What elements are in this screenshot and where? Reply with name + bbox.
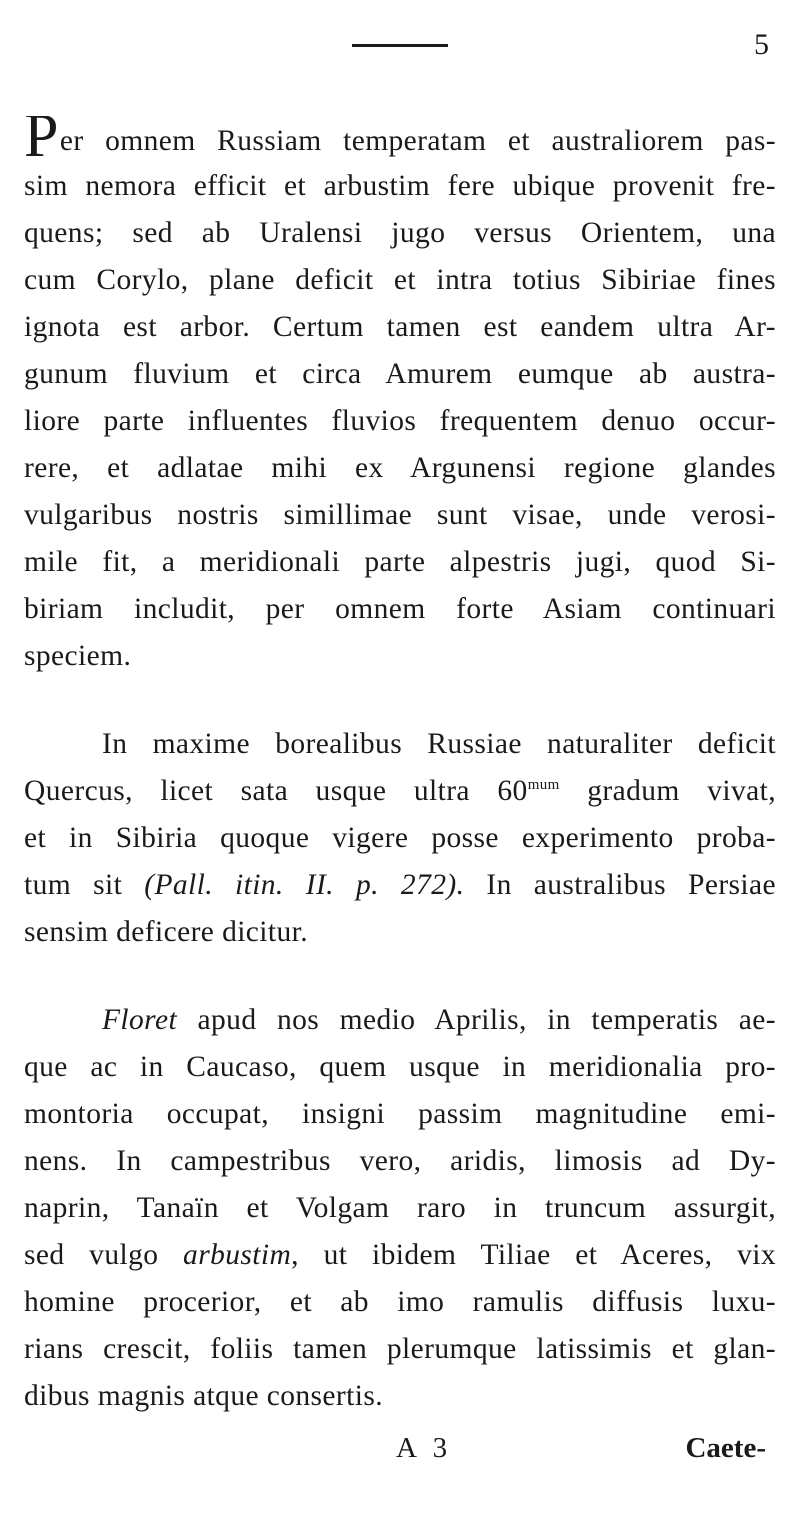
text-line: quens; sed ab Uralensi jugo versus Orientem, una bbox=[24, 217, 776, 249]
text-line: sed vulgo arbustim, ut ibidem Tiliae et Aceres, vix bbox=[24, 1239, 776, 1271]
text-line: vulgaribus nostris simillimae sunt visae, unde verosi- bbox=[24, 499, 776, 531]
text-line: que ac in Caucaso, quem usque in meridionalia pro- bbox=[24, 1051, 776, 1083]
text-line: naprin, Tanaïn et Volgam raro in truncum assurgit, bbox=[24, 1192, 776, 1224]
text-line: homine procerior, et ab imo ramulis diffusis luxu- bbox=[24, 1286, 776, 1318]
paragraph-3 bbox=[24, 997, 776, 1420]
italic-term: Floret bbox=[102, 1004, 178, 1036]
text-line: dibus magnis atque consertis. bbox=[24, 1380, 383, 1412]
text-line: et in Sibiria quoque vigere posse experimento proba- bbox=[24, 822, 776, 854]
catchword: Caete- bbox=[685, 1432, 766, 1464]
paragraph-1 bbox=[24, 116, 776, 680]
drop-cap: P bbox=[24, 116, 59, 163]
citation: (Pall. itin. II. p. 272). bbox=[144, 869, 465, 901]
text-line: ignota est arbor. Certum tamen est eandem ultra Ar- bbox=[24, 311, 776, 343]
superscript: mum bbox=[527, 777, 560, 793]
body-text bbox=[24, 116, 776, 1420]
text-line: liore parte influentes fluvios frequentem denuo occur- bbox=[24, 405, 776, 437]
text-line: rians crescit, foliis tamen plerumque latissimis et glan- bbox=[24, 1333, 776, 1365]
text-line: sensim deficere dicitur. bbox=[24, 916, 309, 948]
text-line: Quercus, licet sata usque ultra $60^{mum}$ gradum vivat, bbox=[24, 775, 776, 807]
text-line: tum sit (Pall. itin. II. p. 272). In australibus Persiae bbox=[24, 869, 776, 901]
text-line: nens. In campestribus vero, aridis, limosis ad Dy- bbox=[24, 1145, 776, 1177]
text-line: speciem. bbox=[24, 640, 132, 672]
header-rule bbox=[352, 44, 448, 47]
text-line: mile fit, a meridionali parte alpestris jugi, quod Si- bbox=[24, 546, 776, 578]
text-line: Per omnem Russiam temperatam et australiorem pas- bbox=[24, 116, 776, 163]
text-line: gunum fluvium et circa Amurem eumque ab austra- bbox=[24, 358, 776, 390]
signature-mark: A 3 bbox=[396, 1432, 453, 1464]
text-line: montoria occupat, insigni passim magnitudine emi- bbox=[24, 1098, 776, 1130]
italic-term: arbustim bbox=[183, 1239, 292, 1271]
text-line: Floret apud nos medio Aprilis, in temperatis ae- bbox=[102, 1004, 776, 1036]
text-line: rere, et adlatae mihi ex Argunensi regione glandes bbox=[24, 452, 776, 484]
text-line: In maxime borealibus Russiae naturaliter deficit bbox=[102, 728, 776, 760]
text-line: biriam includit, per omnem forte Asiam continuari bbox=[24, 593, 776, 625]
paragraph-2 bbox=[24, 721, 776, 956]
text-line: cum Corylo, plane deficit et intra totius Sibiriae fines bbox=[24, 264, 776, 296]
page-number: 5 bbox=[754, 28, 769, 61]
text-line: sim nemora efficit et arbustim fere ubique provenit fre- bbox=[24, 170, 776, 202]
